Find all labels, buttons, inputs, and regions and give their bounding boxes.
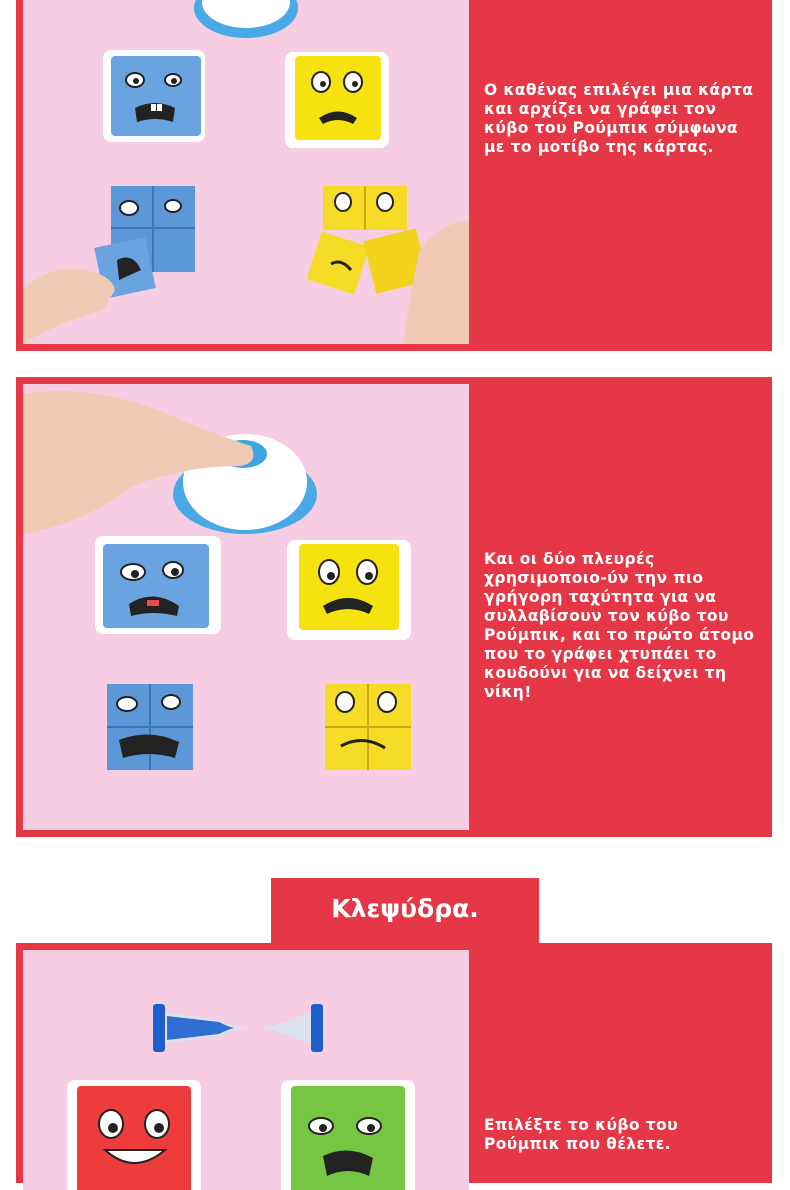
product-photo-hourglass (23, 950, 469, 1190)
product-photo-card-selection (23, 0, 469, 344)
section-title-hourglass: Κλεψύδρα. (271, 878, 539, 944)
panel-1-caption: Ο καθένας επιλέγει μια κάρτα και αρχίζει να γράφει τον κύβο του Ρούμπικ σύμφωνα με το μοτίβο της κάρτας. (484, 81, 754, 156)
product-panel-2 (16, 377, 772, 837)
product-panel-1 (16, 0, 772, 351)
product-panel-3 (16, 943, 772, 1183)
panel-2-caption: Και οι δύο πλευρές χρησιμοποιο-ύν την πιο γρήγορη ταχύτητα για να συλλαβίσουν τον κύβο του Ρούμπικ, και το πρώτο άτομο που το γράφει χτυπάει το κουδούνι για να δείχνει τη νίκη! (484, 550, 755, 701)
product-photo-bell-race (23, 384, 469, 830)
panel-3-caption: Επιλέξτε το κύβο του Ρούμπικ που θέλετε. (484, 1116, 678, 1153)
